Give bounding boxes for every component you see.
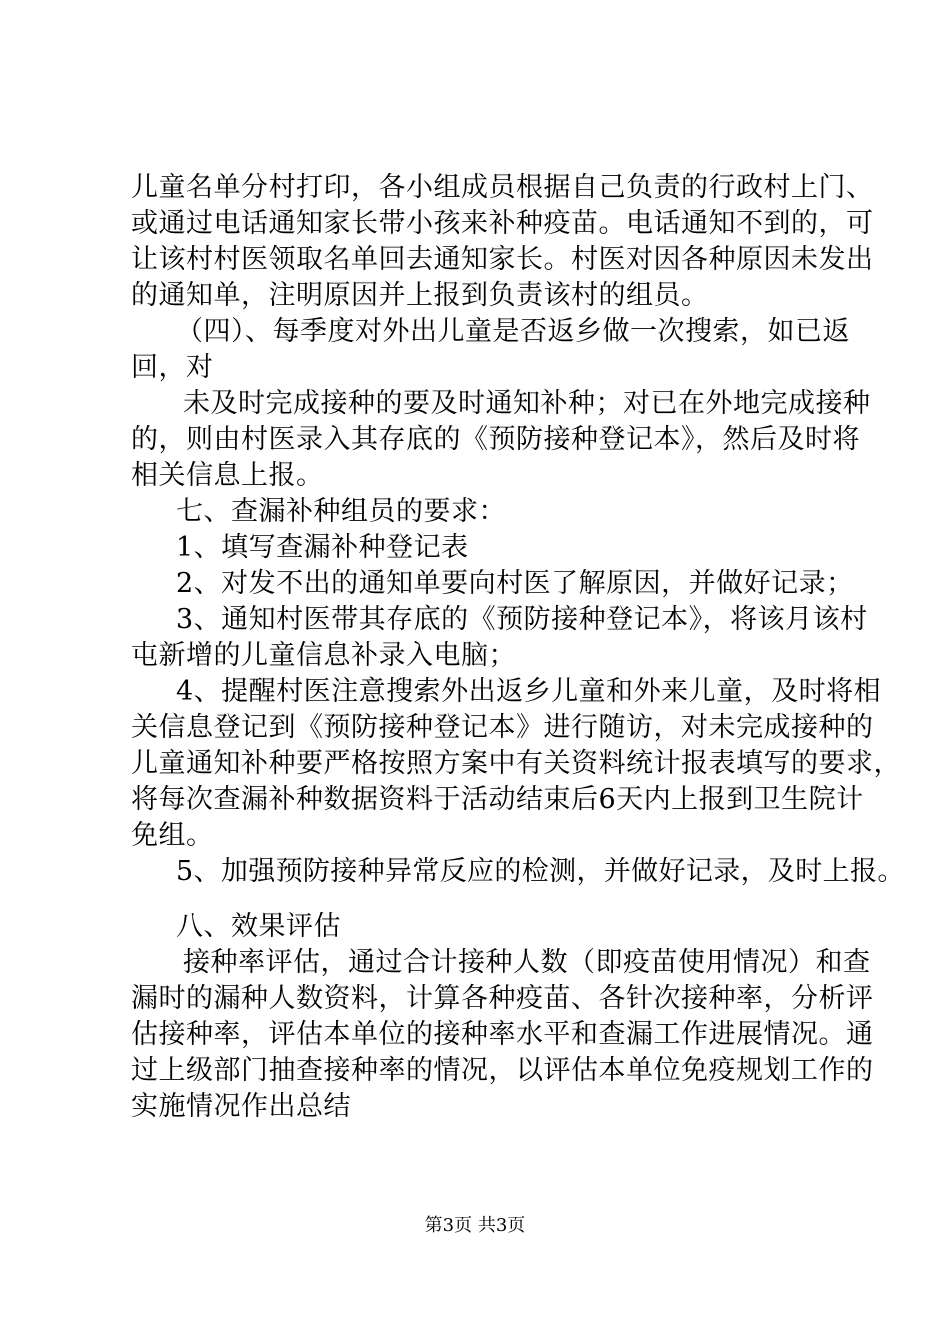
body-text-line: 回，对 [131, 352, 214, 383]
section-heading: 八、效果评估 [176, 911, 341, 942]
body-text-line: 让该村村医领取名单回去通知家长。村医对因各种原因未发出 [131, 244, 874, 275]
body-text-line: （四）、每季度对外出儿童是否返乡做一次搜索，如已返 [176, 316, 850, 347]
list-item: 4、提醒村医注意搜索外出返乡儿童和外来儿童，及时将相 [176, 676, 882, 707]
list-item: 3、通知村医带其存底的《预防接种登记本》，将该月该村 [176, 604, 868, 635]
body-text-line: 实施情况作出总结 [131, 1091, 351, 1122]
body-text-line: 相关信息上报。 [131, 460, 324, 491]
list-item-continuation: 免组。 [131, 820, 214, 851]
body-text-line: 接种率评估，通过合计接种人数（即疫苗使用情况）和查 [183, 947, 871, 978]
list-item-continuation: 将每次查漏补种数据资料于活动结束后6天内上报到卫生院计 [131, 784, 864, 815]
page-footer: 第3页 共3页 [424, 1215, 526, 1236]
list-item-continuation: 儿童通知补种要严格按照方案中有关资料统计报表填写的要求， [131, 748, 901, 779]
body-text-line: 过上级部门抽查接种率的情况，以评估本单位免疫规划工作的 [131, 1055, 874, 1086]
body-text-line: 漏时的漏种人数资料，计算各种疫苗、各针次接种率，分析评 [131, 983, 874, 1014]
section-heading: 七、查漏补种组员的要求： [176, 496, 506, 527]
body-text-line: 估接种率，评估本单位的接种率水平和查漏工作进展情况。通 [131, 1019, 874, 1050]
list-item-continuation: 屯新增的儿童信息补录入电脑； [131, 640, 516, 671]
list-item-continuation: 关信息登记到《预防接种登记本》进行随访，对未完成接种的 [131, 712, 874, 743]
list-item: 2、对发不出的通知单要向村医了解原因，并做好记录； [176, 568, 854, 599]
body-text-line: 的，则由村医录入其存底的《预防接种登记本》，然后及时将 [131, 424, 860, 455]
body-text-line: 或通过电话通知家长带小孩来补种疫苗。电话通知不到的，可 [131, 208, 874, 239]
list-item: 5、加强预防接种异常反应的检测，并做好记录，及时上报。 [176, 856, 905, 887]
list-item: 1、填写查漏补种登记表 [176, 532, 469, 563]
body-text-line: 未及时完成接种的要及时通知补种；对已在外地完成接种 [183, 388, 871, 419]
body-text-line: 的通知单，注明原因并上报到负责该村的组员。 [131, 280, 709, 311]
body-text-line: 儿童名单分村打印，各小组成员根据自己负责的行政村上门、 [131, 172, 874, 203]
